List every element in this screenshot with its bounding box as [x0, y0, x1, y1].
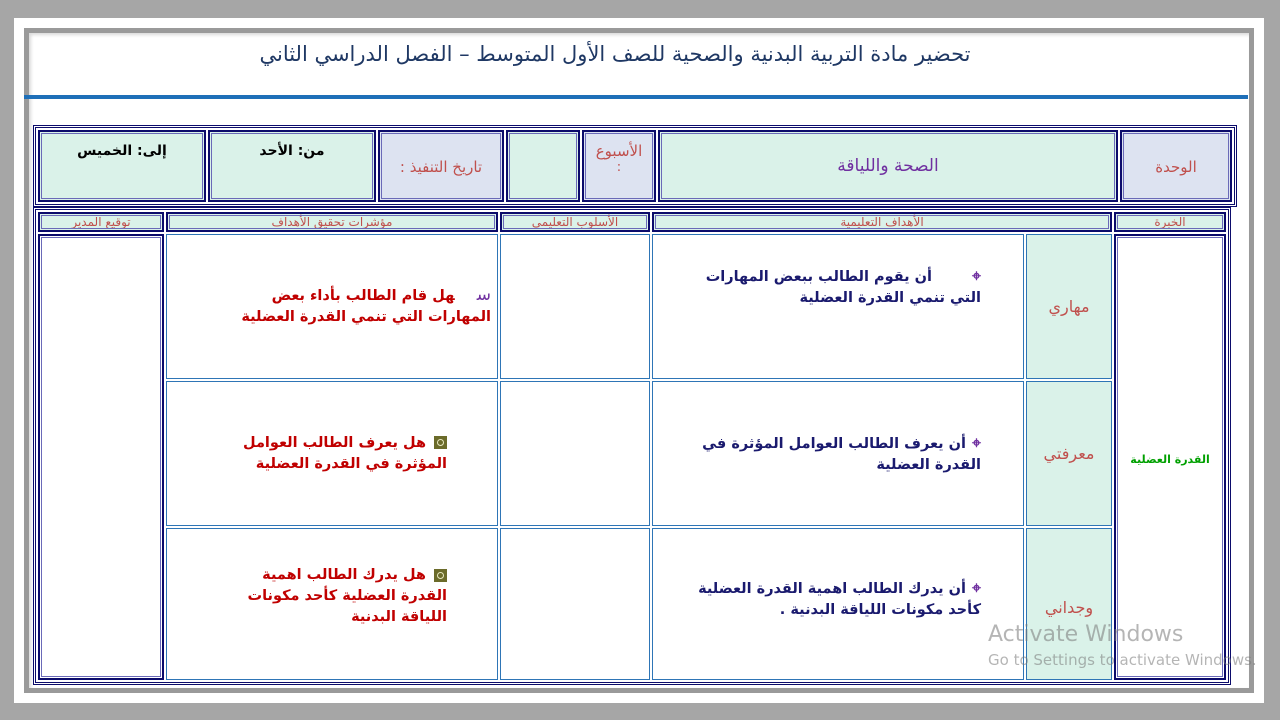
principal-signature-cell[interactable] — [38, 234, 164, 680]
question-marker: س — [476, 285, 491, 306]
from-day-cell[interactable] — [208, 130, 376, 202]
week-value-cell[interactable] — [506, 130, 580, 202]
indicator-text: هل يدرك الطالب اهمية القدرة العضلية كأحد مكونات اللياقة البدنية — [247, 567, 447, 625]
to-day-cell[interactable] — [38, 130, 206, 202]
category-label: معرفتي — [1043, 444, 1095, 464]
to-day: إلى: الخميس — [77, 143, 167, 159]
table-row — [38, 381, 1226, 526]
indicator-text: سهل قام الطالب بأداء بعض المهارات التي تنمي القدرة العضلية — [241, 285, 491, 326]
method-cell[interactable] — [500, 528, 650, 680]
header-table — [33, 125, 1237, 207]
lesson-plan-table — [33, 207, 1231, 685]
category-cell — [1026, 234, 1112, 379]
square-bullet-icon — [434, 436, 447, 449]
indicator-cell[interactable] — [166, 234, 498, 379]
objective-text: ⌖أن يعرف الطالب العوامل المؤثرة في القدرة العضلية — [702, 432, 982, 473]
crosshair-icon: ⌖ — [972, 266, 982, 286]
table-row — [38, 234, 1226, 379]
week-label-cell — [582, 130, 656, 202]
objective-cell[interactable] — [652, 234, 1024, 379]
exec-date-label-cell — [378, 130, 504, 202]
col-header-indicators: مؤشرات تحقيق الأهداف — [166, 212, 498, 232]
category-cell — [1026, 528, 1112, 680]
objective-text: ⌖أن يقوم الطالب ببعض المهارات التي تنمي القدرة العضلية — [705, 266, 982, 307]
from-day: من: الأحد — [259, 143, 325, 159]
objective-cell[interactable] — [652, 381, 1024, 526]
week-colon: : — [616, 160, 622, 175]
unit-label-cell — [1120, 130, 1232, 202]
experience-value: القدرة العضلية — [1130, 452, 1210, 466]
watermark-line2: Go to Settings to activate Windows. — [988, 651, 1257, 669]
crosshair-icon: ⌖ — [972, 432, 982, 452]
week-label: الأسبوع — [595, 142, 643, 160]
objective-cell[interactable] — [652, 528, 1024, 680]
watermark-line1: Activate Windows — [988, 622, 1184, 647]
category-label: مهاري — [1048, 297, 1090, 317]
category-label: وجداني — [1044, 598, 1094, 617]
indicator-text: هل يعرف الطالب العوامل المؤثرة في القدرة العضلية — [243, 434, 447, 472]
indicator-cell[interactable] — [166, 528, 498, 680]
col-header-experience: الخبرة — [1114, 212, 1226, 232]
category-cell — [1026, 381, 1112, 526]
square-bullet-icon — [434, 569, 447, 582]
method-cell[interactable] — [500, 234, 650, 379]
unit-value-cell[interactable] — [658, 130, 1118, 202]
col-header-method: الأسلوب التعليمي — [500, 212, 650, 232]
unit-label: الوحدة — [1155, 157, 1197, 176]
indicator-cell[interactable] — [166, 381, 498, 526]
document-title: تحضير مادة التربية البدنية والصحية للصف الأول المتوسط – الفصل الدراسي الثاني — [259, 42, 971, 66]
objective-text: ⌖أن يدرك الطالب اهمية القدرة العضلية كأحد مكونات اللياقة البدنية . — [698, 578, 982, 618]
method-cell[interactable] — [500, 381, 650, 526]
col-header-principal-signature: توقيع المدير — [38, 212, 164, 232]
title-underline — [24, 95, 1248, 99]
col-header-objectives: الأهداف التعليمية — [652, 212, 1112, 232]
table-row — [38, 528, 1226, 680]
exec-date-label: تاريخ التنفيذ : — [399, 157, 483, 176]
unit-value: الصحة واللياقة — [837, 156, 939, 176]
crosshair-icon: ⌖ — [972, 578, 982, 597]
experience-cell[interactable] — [1114, 234, 1226, 680]
